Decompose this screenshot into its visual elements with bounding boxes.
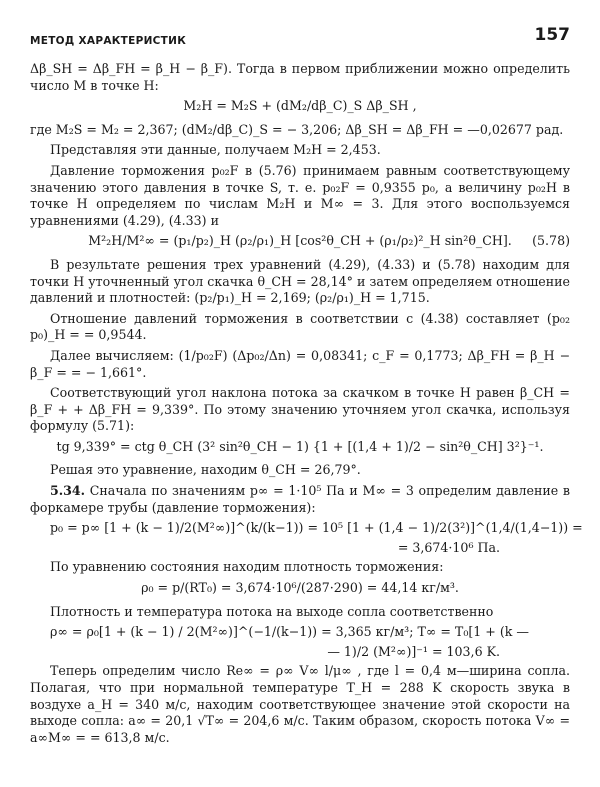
page-body: [30, 61, 583, 750]
paragraph-10: [30, 483, 570, 516]
paragraph-1: Δβ_SH = Δβ_FH = β_H − β_F). Тогда в первом приближении можно определить число M в точке H:: [30, 61, 570, 93]
paragraph-13: Теперь определим число Re∞ = ρ∞ V∞ l/μ∞ , где l = 0,4 м—ширина сопла. Полагая, что при нормальной температуре T_H = 288 K скорость звука в воздухе a_H = 340 м/с, находим соответствующее значение этой скорости на выходе сопла: a∞ = 20,1 √T∞ = 204,6 м/с. Таким образом, скорость потока V∞ = a∞M∞ = = 613,8 м/с.: [30, 663, 570, 745]
formula-p0-line2: = 3,674·10⁶ Па.: [397, 539, 500, 555]
paragraph-3: Представляя эти данные, получаем M₂H = 2,453.: [50, 142, 381, 158]
paragraph-6: Отношение давлений торможения в соответствии с (4.38) составляет (p₀₂ p₀)_H = = 0,9544.: [30, 310, 570, 343]
paragraph-2: где M₂S = M₂ = 2,367; (dM₂/dβ_C)_S = − 3,206; Δβ_SH = Δβ_FH = —0,02677 рад.: [30, 121, 564, 137]
formula-5-78-body: M²₂H/M²∞ = (p₁/p₂)_H (ρ₂/ρ₁)_H [cos²θ_CH + (ρ₁/ρ₂)²_H sin²θ_CH].: [88, 233, 512, 249]
paragraph-8: Соответствующий угол наклона потока за скачком в точке H равен β_CH = β_F + + Δβ_FH = 9,339°. По этому значению уточняем угол скачка, используя формулу (5.71):: [30, 385, 570, 434]
running-title: МЕТОД ХАРАКТЕРИСТИК: [30, 35, 187, 47]
page-number: 157: [534, 25, 570, 45]
paragraph-12: Плотность и температура потока на выходе сопла соответственно: [50, 603, 494, 619]
problem-number: 5.34.: [50, 483, 86, 499]
formula-5-78: [30, 233, 570, 250]
paragraph-9: Решая это уравнение, находим θ_CH = 26,79°.: [50, 462, 361, 478]
formula-tg: tg 9,339° = ctg θ_CH (3² sin²θ_CH − 1) {1 + [(1,4 + 1)/2 − sin²θ_CH] 3²}⁻¹.: [56, 438, 544, 454]
formula-rho-inf-line1: ρ∞ = ρ₀[1 + (k − 1) / 2(M²∞)]^(−1/(k−1)) = 3,365 кг/м³; T∞ = T₀[1 + (k —: [50, 624, 530, 640]
paragraph-7: Далее вычисляем: (1/p₀₂F) (Δp₀₂/Δn) = 0,08341; c_F = 0,1773; Δβ_FH = β_H − β_F = = − 1,661°.: [30, 347, 570, 380]
paragraph-11: По уравнению состояния находим плотность торможения:: [50, 559, 444, 575]
formula-m2h: M₂H = M₂S + (dM₂/dβ_C)_S Δβ_SH ,: [183, 98, 417, 114]
page-header: [30, 27, 570, 51]
paragraph-4: Давление торможения p₀₂F в (5.76) принимаем равным соответствующему значению этого давления в точке S, т. е. p₀₂F = 0,9355 p₀, а величину p₀₂H в точке H определяем по числам M₂H и M∞ = 3. Для этого воспользуемся уравнениями (4.29), (4.33) и: [30, 162, 570, 228]
formula-rho0: ρ₀ = p/(RT₀) = 3,674·10⁶/(287·290) = 44,14 кг/м³.: [141, 580, 459, 596]
formula-p0-line1: p₀ = p∞ [1 + (k − 1)/2(M²∞)]^(k/(k−1)) = 10⁵ [1 + (1,4 − 1)/2(3²)]^(1,4/(1,4−1)) =: [50, 520, 583, 536]
formula-rho-inf-line2: — 1)/2 (M²∞)]⁻¹ = 103,6 K.: [327, 643, 500, 659]
paragraph-5: В результате решения трех уравнений (4.29), (4.33) и (5.78) находим для точки H уточненный угол скачка θ_CH = 28,14° и затем определяем отношение давлений и плотностей: (p₂/p₁)_H = 2,169; (ρ₂/ρ₁)_H = 1,715.: [30, 256, 570, 306]
paragraph-10-text: Сначала по значениям p∞ = 1·10⁵ Па и M∞ = 3 определим давление в форкамере трубы (давление торможения):: [30, 483, 570, 515]
equation-number: (5.78): [532, 233, 570, 249]
